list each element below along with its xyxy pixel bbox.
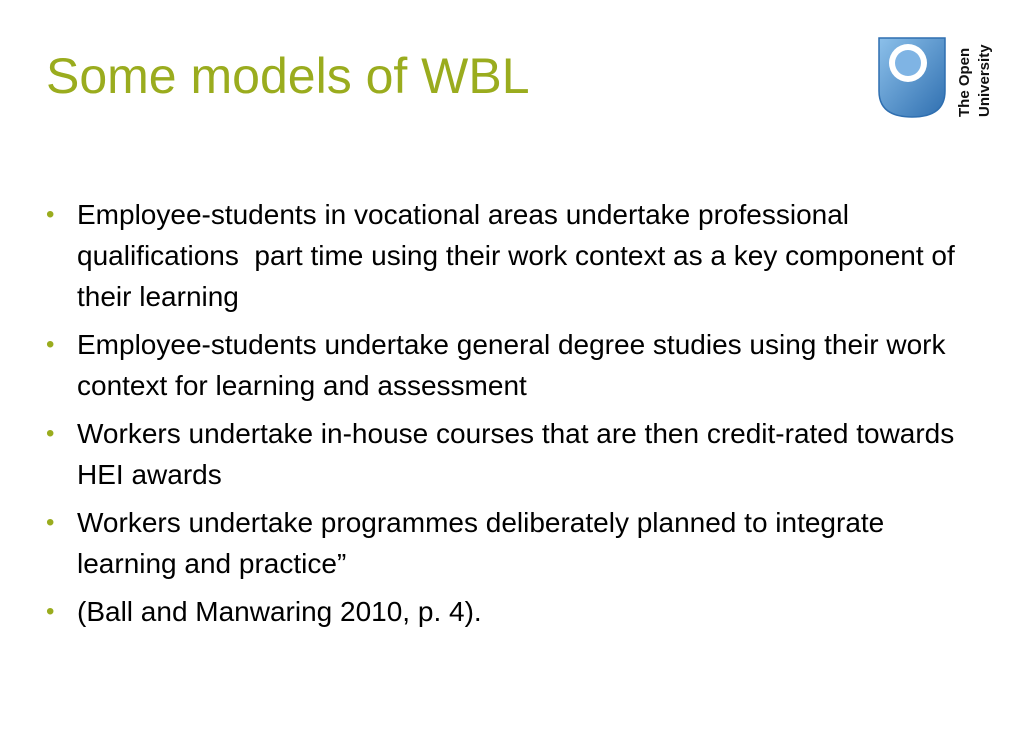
bullet-text: Employee-students undertake general degree studies using their work context for learning and assessment — [77, 329, 954, 401]
bullet-marker: • — [46, 331, 55, 358]
bullet-list — [44, 194, 964, 639]
logo-line-1: The Open — [956, 47, 973, 117]
bullet-text: Employee-students in vocational areas undertake professional qualifications part time using their work context as a key component of their learning — [77, 199, 963, 312]
bullet-item — [44, 591, 964, 632]
bullet-marker: • — [46, 420, 55, 447]
open-university-logo-graphic — [876, 35, 1000, 121]
open-university-logo — [876, 35, 1000, 121]
bullet-text: (Ball and Manwaring 2010, p. 4). — [77, 596, 482, 627]
bullet-marker: • — [46, 201, 55, 228]
bullet-item — [44, 194, 964, 317]
bullet-marker: • — [46, 598, 55, 625]
bullet-text: Workers undertake in-house courses that are then credit-rated towards HEI awards — [77, 418, 963, 490]
bullet-item — [44, 502, 964, 584]
slide-title: Some models of WBL — [46, 48, 530, 104]
bullet-item — [44, 413, 964, 495]
bullet-text: Workers undertake programmes deliberately planned to integrate learning and practice” — [77, 507, 893, 579]
bullet-marker: • — [46, 509, 55, 536]
bullet-item — [44, 324, 964, 406]
logo-line-2: University — [976, 44, 993, 117]
